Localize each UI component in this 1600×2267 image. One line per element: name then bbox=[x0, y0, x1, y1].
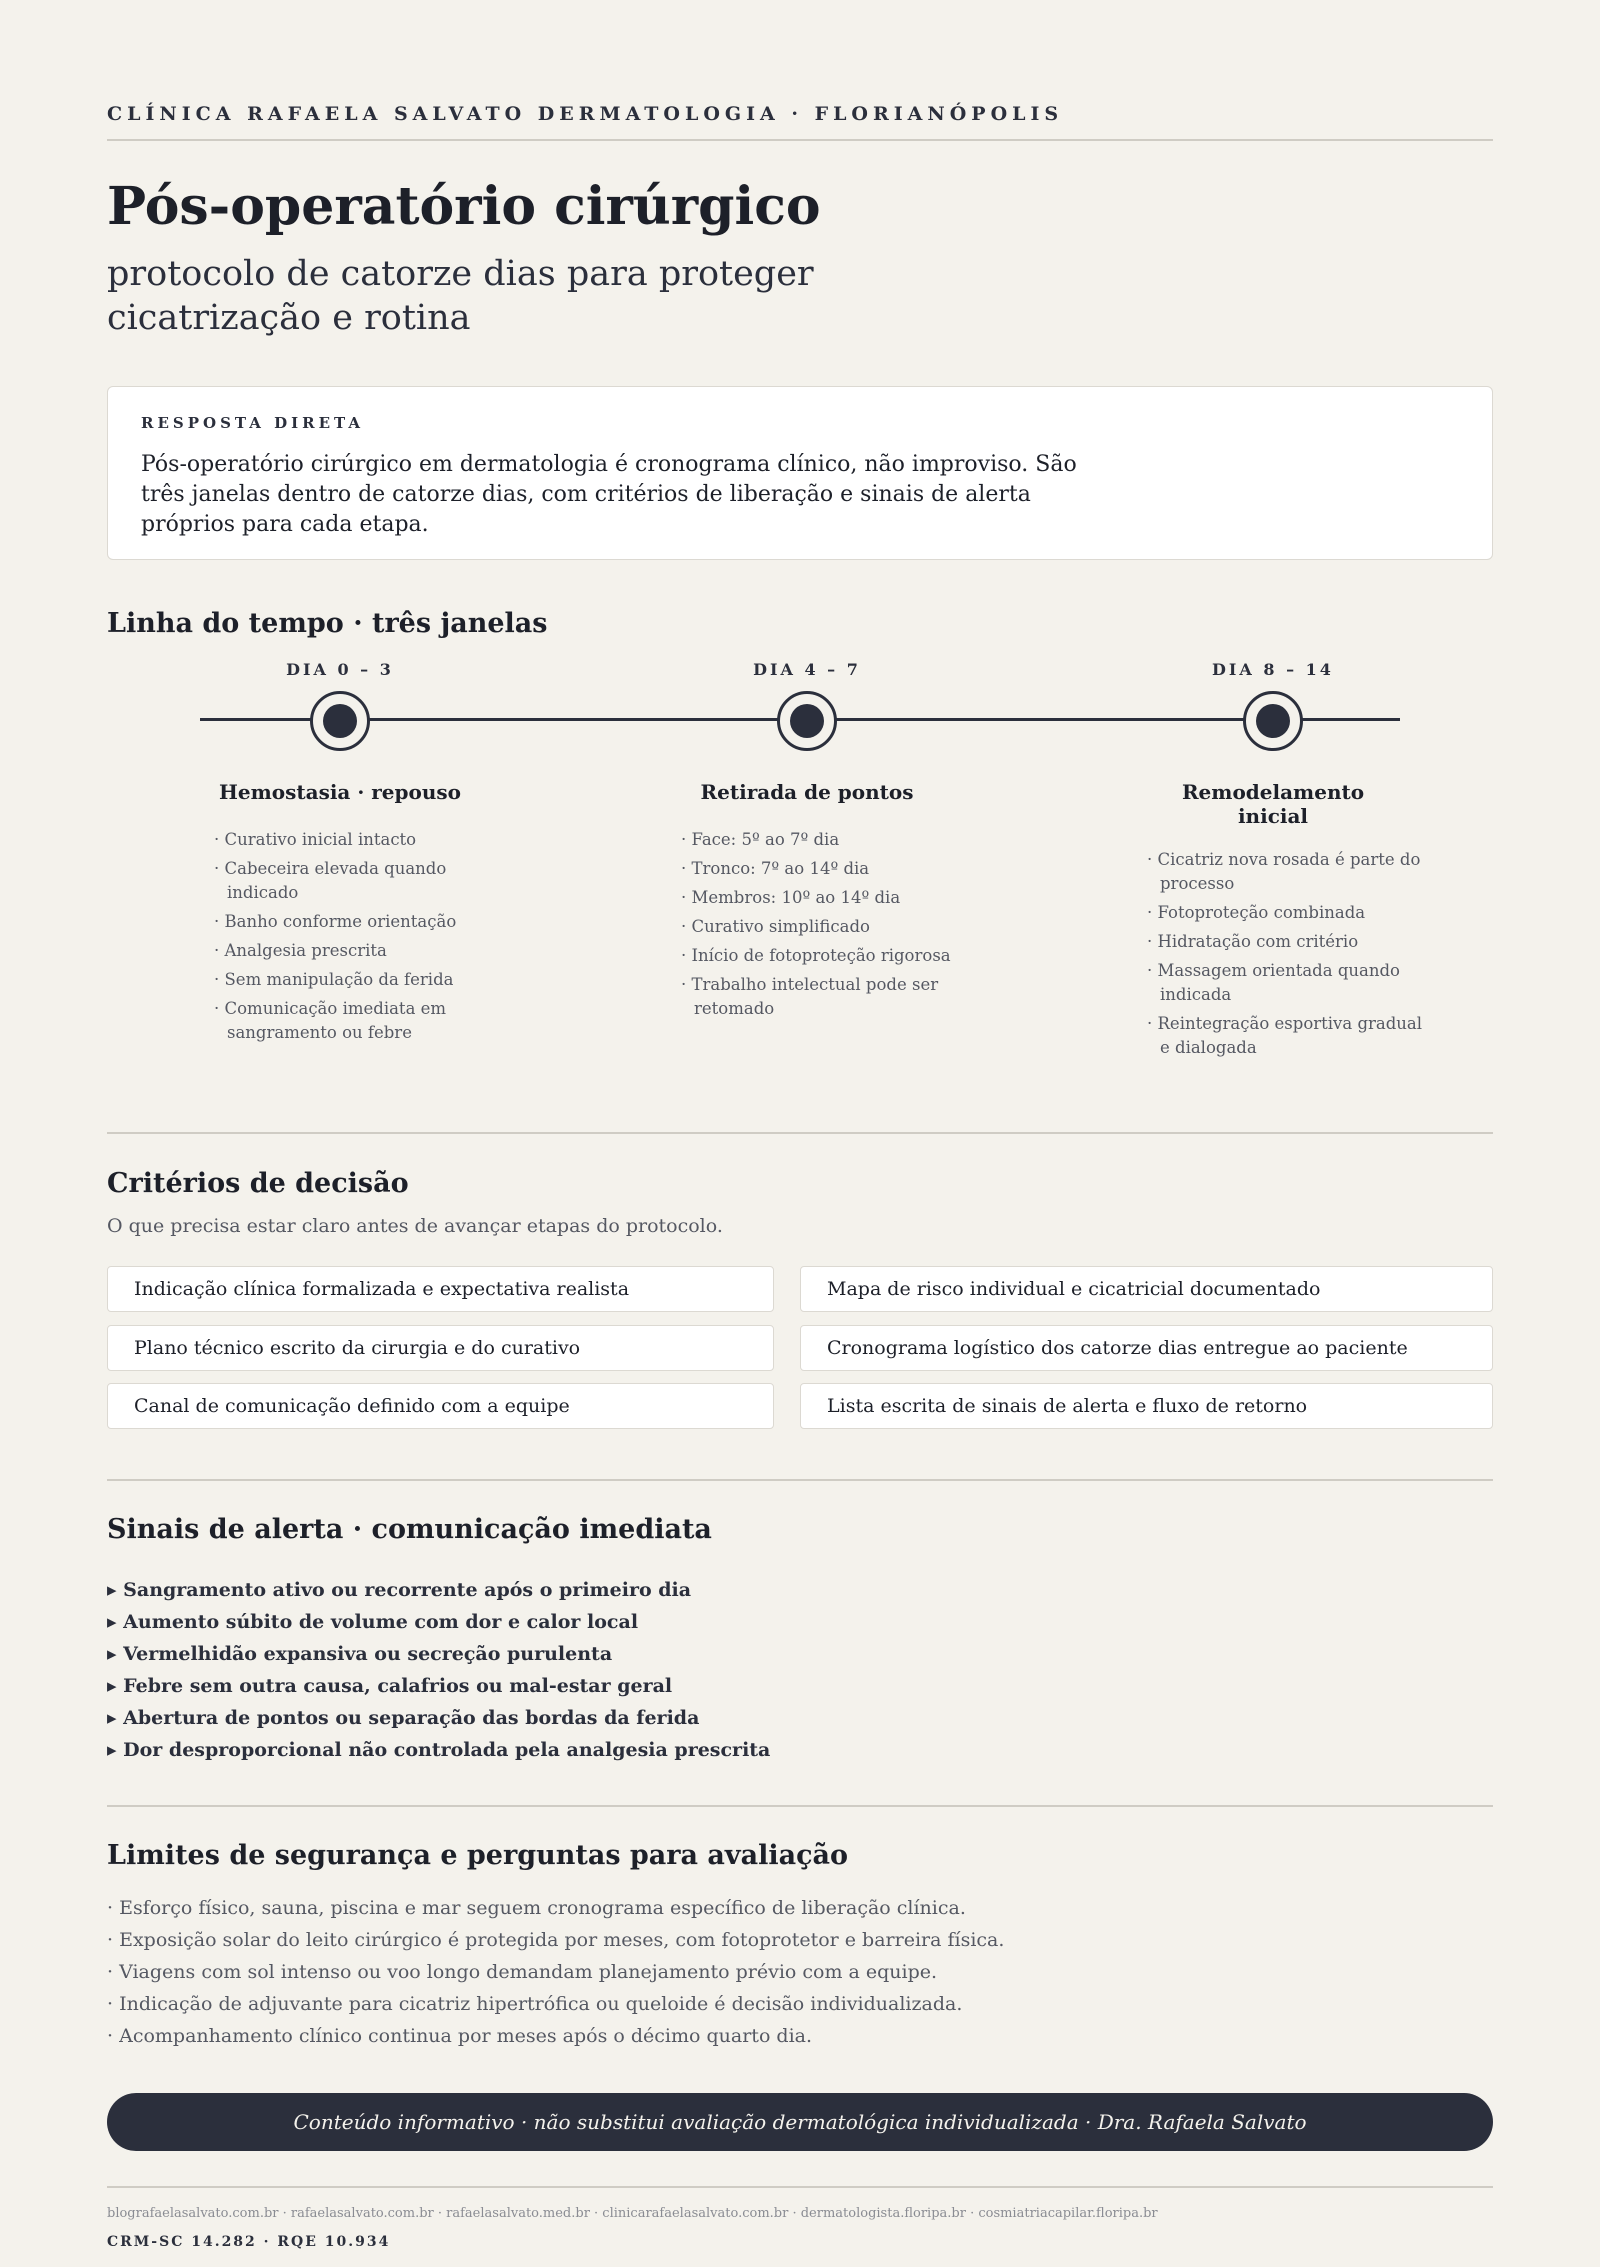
divider bbox=[107, 1805, 1493, 1807]
criteria-card: Mapa de risco individual e cicatricial documentado bbox=[800, 1266, 1493, 1312]
limits-list bbox=[107, 1892, 1004, 2052]
alert-item: ▸ Dor desproporcional não controlada pela analgesia prescrita bbox=[107, 1734, 770, 1766]
list-item: · Cicatriz nova rosada é parte do processo bbox=[1147, 848, 1437, 896]
phase-day-label: DIA 8 – 14 bbox=[1212, 660, 1334, 679]
timeline-phase-1 bbox=[110, 660, 570, 1042]
alert-item: ▸ Aumento súbito de volume com dor e calor local bbox=[107, 1606, 770, 1638]
phase-day-label: DIA 4 – 7 bbox=[753, 660, 861, 679]
alert-item: ▸ Sangramento ativo ou recorrente após o primeiro dia bbox=[107, 1574, 770, 1606]
criteria-card: Indicação clínica formalizada e expectativa realista bbox=[107, 1266, 774, 1312]
direct-answer-text: Pós-operatório cirúrgico em dermatologia é cronograma clínico, não improviso. São três janelas dentro de catorze dias, com critérios de liberação e sinais de alerta próprios para cada etapa. bbox=[141, 452, 1077, 537]
divider bbox=[107, 139, 1493, 141]
footer-registration: CRM-SC 14.282 · RQE 10.934 bbox=[107, 2234, 391, 2250]
list-item: · Fotoproteção combinada bbox=[1147, 901, 1437, 925]
timeline-title: Linha do tempo · três janelas bbox=[107, 608, 548, 639]
limit-item: · Exposição solar do leito cirúrgico é protegida por meses, com fotoprotetor e barreira física. bbox=[107, 1924, 1004, 1956]
alerts-title: Sinais de alerta · comunicação imediata bbox=[107, 1514, 712, 1545]
page-title: Pós-operatório cirúrgico bbox=[107, 176, 821, 237]
alert-item: ▸ Vermelhidão expansiva ou secreção purulenta bbox=[107, 1638, 770, 1670]
timeline-phase-3 bbox=[1043, 660, 1503, 1057]
list-item: · Comunicação imediata em sangramento ou febre bbox=[214, 997, 504, 1045]
phase-items bbox=[214, 828, 504, 1050]
list-item: · Tronco: 7º ao 14º dia bbox=[681, 857, 971, 881]
phase-items bbox=[1147, 848, 1437, 1065]
list-item: · Curativo simplificado bbox=[681, 915, 971, 939]
criteria-title: Critérios de decisão bbox=[107, 1168, 409, 1199]
limit-item: · Acompanhamento clínico continua por meses após o décimo quarto dia. bbox=[107, 2020, 1004, 2052]
criteria-card: Lista escrita de sinais de alerta e fluxo de retorno bbox=[800, 1383, 1493, 1429]
divider bbox=[107, 2186, 1493, 2188]
list-item: · Face: 5º ao 7º dia bbox=[681, 828, 971, 852]
alert-item: ▸ Febre sem outra causa, calafrios ou mal-estar geral bbox=[107, 1670, 770, 1702]
limit-item: · Indicação de adjuvante para cicatriz hipertrófica ou queloide é decisão individualizada. bbox=[107, 1988, 1004, 2020]
criteria-card: Plano técnico escrito da cirurgia e do curativo bbox=[107, 1325, 774, 1371]
alerts-list bbox=[107, 1574, 770, 1766]
list-item: · Massagem orientada quando indicada bbox=[1147, 959, 1437, 1007]
disclaimer-banner: Conteúdo informativo · não substitui avaliação dermatológica individualizada · Dra. Rafaela Salvato bbox=[107, 2093, 1493, 2151]
criteria-card: Canal de comunicação definido com a equipe bbox=[107, 1383, 774, 1429]
list-item: · Sem manipulação da ferida bbox=[214, 968, 504, 992]
criteria-card: Cronograma logístico dos catorze dias entregue ao paciente bbox=[800, 1325, 1493, 1371]
phase-title: Retirada de pontos bbox=[700, 780, 914, 804]
list-item: · Analgesia prescrita bbox=[214, 939, 504, 963]
phase-items bbox=[681, 828, 971, 1026]
phase-title: Hemostasia · repouso bbox=[218, 780, 461, 804]
page-subtitle: protocolo de catorze dias para proteger cicatrização e rotina bbox=[107, 254, 814, 338]
criteria-subtitle: O que precisa estar claro antes de avançar etapas do protocolo. bbox=[107, 1215, 723, 1237]
limit-item: · Esforço físico, sauna, piscina e mar seguem cronograma específico de liberação clínica. bbox=[107, 1892, 1004, 1924]
list-item: · Reintegração esportiva gradual e dialogada bbox=[1147, 1012, 1437, 1060]
list-item: · Início de fotoproteção rigorosa bbox=[681, 944, 971, 968]
divider bbox=[107, 1479, 1493, 1481]
timeline-dot-icon bbox=[777, 691, 837, 751]
limits-title: Limites de segurança e perguntas para avaliação bbox=[107, 1840, 849, 1871]
alert-item: ▸ Abertura de pontos ou separação das bordas da ferida bbox=[107, 1702, 770, 1734]
direct-answer-box bbox=[107, 386, 1493, 560]
list-item: · Hidratação com critério bbox=[1147, 930, 1437, 954]
clinic-header: CLÍNICA RAFAELA SALVATO DERMATOLOGIA · FLORIANÓPOLIS bbox=[107, 103, 1064, 125]
direct-answer-label: RESPOSTA DIRETA bbox=[141, 414, 365, 432]
list-item: · Banho conforme orientação bbox=[214, 910, 504, 934]
phase-day-label: DIA 0 – 3 bbox=[286, 660, 394, 679]
limit-item: · Viagens com sol intenso ou voo longo demandam planejamento prévio com a equipe. bbox=[107, 1956, 1004, 1988]
timeline-phase-2 bbox=[577, 660, 1037, 1018]
divider bbox=[107, 1132, 1493, 1134]
timeline-dot-icon bbox=[1243, 691, 1303, 751]
phase-title: Remodelamento inicial bbox=[1181, 780, 1365, 828]
list-item: · Trabalho intelectual pode ser retomado bbox=[681, 973, 971, 1021]
timeline-dot-icon bbox=[310, 691, 370, 751]
list-item: · Membros: 10º ao 14º dia bbox=[681, 886, 971, 910]
footer-links: blografaelasalvato.com.br · rafaelasalvato.com.br · rafaelasalvato.med.br · clinicarafaelasalvato.com.br · dermatologista.floripa.br · cosmiatriacapilar.floripa.br bbox=[107, 2206, 1158, 2221]
list-item: · Cabeceira elevada quando indicado bbox=[214, 857, 504, 905]
list-item: · Curativo inicial intacto bbox=[214, 828, 504, 852]
